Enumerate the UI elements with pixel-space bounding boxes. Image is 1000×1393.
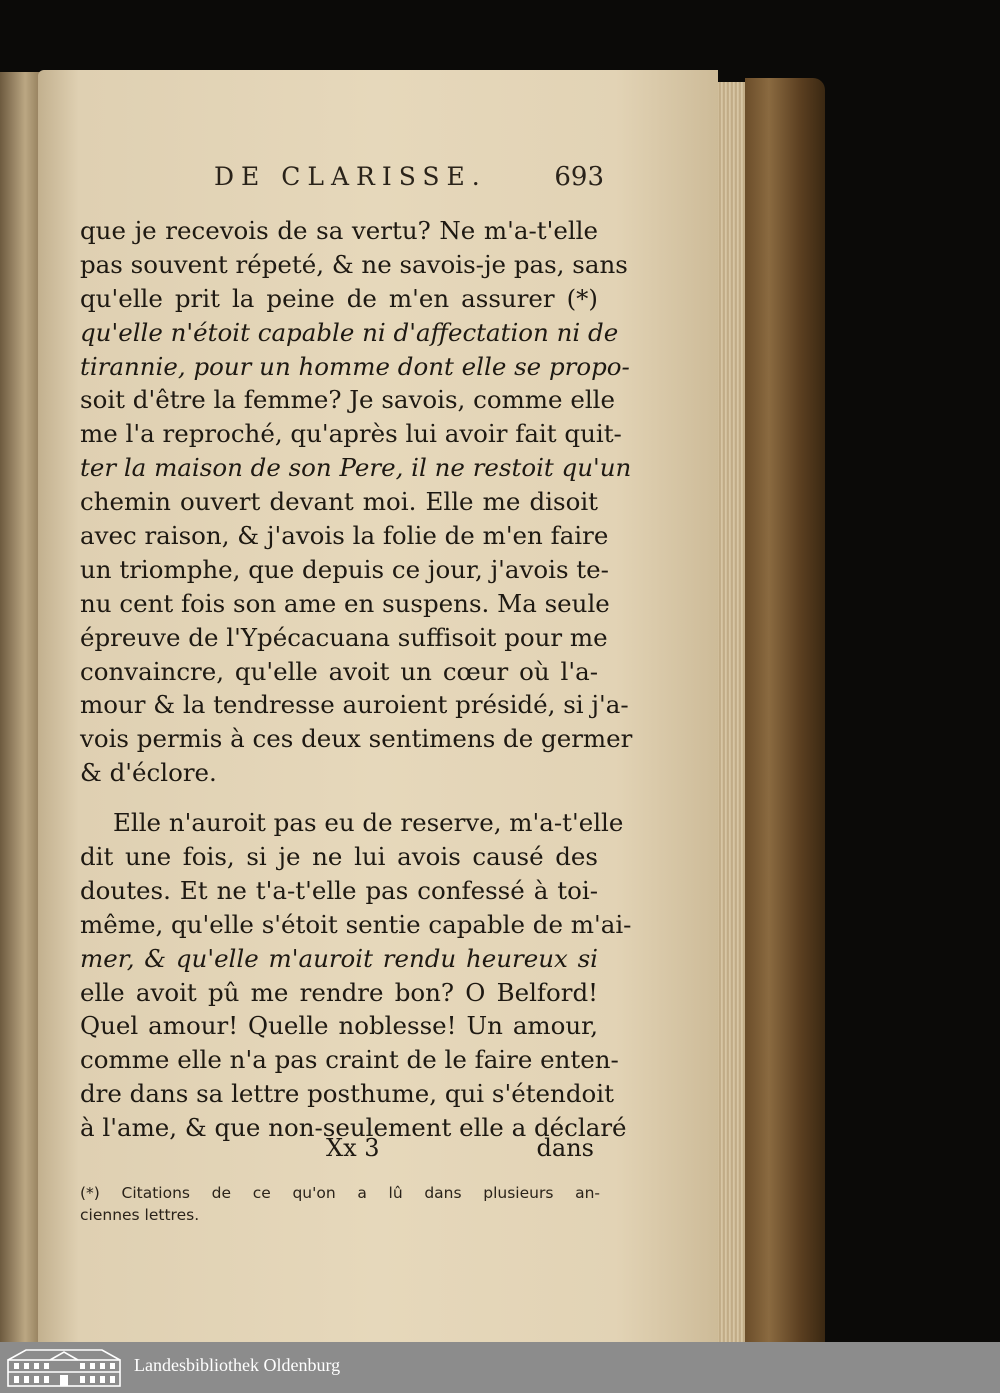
library-name: Landesbibliothek Oldenburg	[134, 1355, 341, 1375]
text-line: épreuve de l'Ypécacuana suffisoit pour me	[80, 622, 608, 652]
text-line: un triomphe, que depuis ce jour, j'avois te-	[80, 554, 609, 584]
text-line: comme elle n'a pas craint de le faire enten-	[80, 1045, 619, 1075]
text-line: pas souvent répeté, & ne savois-je pas, sans	[80, 249, 628, 279]
text-line: à l'ame, & que non-seulement elle a déclaré	[80, 1113, 627, 1143]
text-line: soit d'être la femme? Je savois, comme elle	[80, 385, 615, 415]
previous-page-edge	[0, 72, 42, 1342]
text-line: Quel amour! Quelle noblesse! Un amour,	[80, 1011, 598, 1041]
text-line: que je recevois de sa vertu? Ne m'a-t'elle	[80, 216, 598, 245]
text-line: dre dans sa lettre posthume, qui s'étendoit	[80, 1079, 614, 1109]
text-line: Elle n'auroit pas eu de reserve, m'a-t'elle	[113, 808, 624, 838]
text-line: qu'elle n'étoit capable ni d'affectation ni de	[80, 317, 619, 347]
text-line: tirannie, pour un homme dont elle se propo-	[80, 351, 630, 381]
catchword: dans	[536, 1134, 594, 1162]
library-building-icon	[6, 1346, 122, 1388]
page-number: 693	[554, 162, 604, 192]
text-line: ter la maison de son Pere, il ne restoit qu'un	[80, 453, 632, 483]
text-line: mer, & qu'elle m'auroit rendu heureux si	[80, 943, 598, 973]
book-cover	[745, 78, 825, 1342]
text-line: & d'éclore.	[80, 758, 217, 788]
text-line: nu cent fois son ame en suspens. Ma seule	[80, 588, 610, 618]
running-head	[214, 162, 604, 202]
running-title: DE CLARISSE.	[214, 162, 487, 191]
footnote	[80, 1182, 600, 1226]
text-line: mour & la tendresse auroient présidé, si j'a-	[80, 690, 629, 720]
text-line: avec raison, & j'avois la folie de m'en faire	[80, 521, 609, 551]
text-line: vois permis à ces deux sentimens de germer	[80, 724, 633, 754]
text-line: qu'elle prit la peine de m'en assurer (*)	[80, 283, 598, 313]
text-line: chemin ouvert devant moi. Elle me disoit	[80, 487, 598, 517]
text-line: convaincre, qu'elle avoit un cœur où l'a-	[80, 656, 598, 686]
signature-mark: Xx 3	[326, 1134, 380, 1162]
text-line: me l'a reproché, qu'après lui avoir fait quit-	[80, 419, 622, 449]
text-line: doutes. Et ne t'a-t'elle pas confessé à toi-	[80, 875, 598, 905]
body-text	[80, 214, 633, 1145]
text-line: même, qu'elle s'étoit sentie capable de m'ai-	[80, 909, 632, 939]
footnote-line: ciennes lettres.	[80, 1206, 200, 1224]
footnote-line: (*) Citations de ce qu'on a lû dans plusieurs an-	[80, 1184, 600, 1202]
library-footer	[0, 1342, 1000, 1393]
text-line: elle avoit pû me rendre bon? O Belford!	[80, 977, 598, 1007]
text-line: dit une fois, si je ne lui avois causé des	[80, 842, 598, 872]
